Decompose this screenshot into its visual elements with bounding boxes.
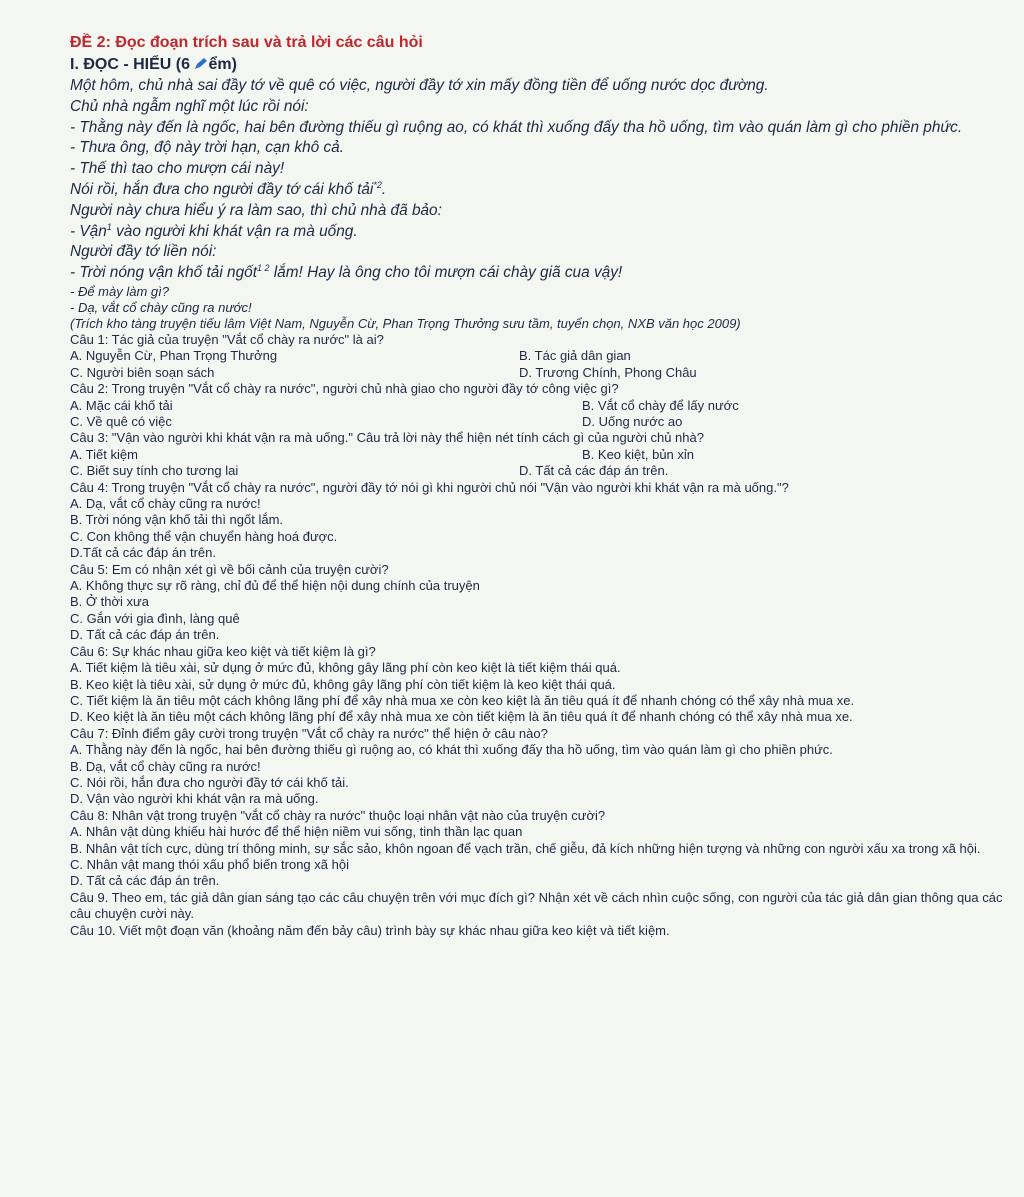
passage-line: Một hôm, chủ nhà sai đầy tớ về quê có việc, người đầy tớ xin mấy đồng tiền để uống nước dọc đường. [70, 77, 769, 94]
option-d: D. Tất cả các đáp án trên. [519, 463, 669, 479]
question-stem: Câu 1: Tác giả của truyện "Vắt cổ chày ra nước" là ai? [70, 331, 384, 347]
passage-line: - Dạ, vắt cổ chày cũng ra nước! [70, 299, 252, 315]
options-row [70, 398, 1010, 414]
passage-text: Nói rồi, hắn đưa cho người đầy tớ cái khố tải [70, 180, 374, 198]
question-4 [70, 480, 1010, 562]
footnote-marker: *2 [373, 179, 382, 190]
options-row [70, 463, 1010, 479]
option-b: B. Vắt cổ chày để lấy nước [582, 397, 739, 413]
option-b: B. Tác giả dân gian [519, 348, 631, 364]
section-heading [70, 54, 1010, 76]
passage-line: - Để mày làm gì? [70, 283, 169, 299]
option-a: A. Nhân vật dùng khiếu hài hước để thể hiện niềm vui sống, tinh thần lạc quan [70, 824, 523, 840]
question-stem: Câu 5: Em có nhận xét gì về bối cảnh của truyện cười? [70, 561, 389, 577]
passage-line: Người này chưa hiểu ý ra làm sao, thì chủ nhà đã bảo: [70, 201, 442, 219]
option-b: B. Dạ, vắt cổ chày cũng ra nước! [70, 758, 261, 774]
section-heading-tail: ểm) [208, 56, 237, 73]
option-d: D. Uống nước ao [582, 414, 683, 429]
question-7 [70, 726, 1010, 808]
option-b: B. Trời nóng vận khố tải thì ngốt lắm. [70, 512, 284, 528]
passage-line: Người đầy tớ liền nói: [70, 243, 217, 261]
passage-text: lắm! Hay là ông cho tôi mượn cái chày giã cua vậy! [269, 264, 623, 282]
options-row [70, 447, 1010, 463]
option-b: B. Ở thời xưa [70, 594, 149, 610]
option-a: A. Tiết kiệm là tiêu xài, sử dụng ở mức đủ, không gây lãng phí còn keo kiệt là tiết kiệm thái quá. [70, 660, 621, 676]
option-d: D. Tất cả các đáp án trên. [70, 627, 220, 643]
passage-text: - Vận [70, 222, 107, 240]
question-9 [70, 890, 1010, 923]
question-2 [70, 381, 1010, 430]
passage-line [70, 222, 1010, 243]
passage-line [70, 263, 1010, 284]
passage-line: - Thằng này đến là ngốc, hai bên đường thiếu gì ruộng ao, có khát thì xuống đấy tha hồ uống, tìm vào quán làm gì cho phiền phức. [70, 118, 963, 136]
passage-source: (Trích kho tàng truyện tiếu lâm Việt Nam, Nguyễn Cừ, Phan Trọng Thưởng sưu tầm, tuyển chọn, NXB văn học 2009) [70, 315, 741, 331]
options-row [70, 365, 1010, 381]
option-c: C. Gắn với gia đình, làng quê [70, 610, 240, 626]
option-a: A. Dạ, vắt cổ chày cũng ra nước! [70, 496, 261, 512]
question-stem: Câu 6: Sự khác nhau giữa keo kiệt và tiết kiệm là gì? [70, 643, 376, 659]
footnote-marker: 1 [106, 221, 112, 232]
options-row [70, 348, 1010, 364]
question-6 [70, 644, 1010, 726]
option-d: D. Tất cả các đáp án trên. [70, 873, 220, 889]
passage-text: . [381, 180, 387, 198]
option-b: B. Nhân vật tích cực, dùng trí thông minh, sự sắc sảo, khôn ngoan để vạch trần, chế giễu, đả kích những hiện tượng và những con người xấu xa trong xã hội. [70, 840, 981, 856]
option-c: C. Biết suy tính cho tương lai [70, 463, 239, 479]
passage-text: vào người khi khát vận ra mà uống. [111, 222, 358, 240]
question-stem: Câu 4: Trong truyện "Vắt cổ chày ra nước", người đầy tớ nói gì khi người chủ nói "Vận vào người khi khát vận ra mà uống."? [70, 479, 789, 495]
reading-passage [70, 76, 1010, 284]
option-a: A. Thằng này đến là ngốc, hai bên đường thiếu gì ruộng ao, có khát thì xuống đấy tha hồ uống, tìm vào quán làm gì cho phiền phức. [70, 742, 833, 758]
section-heading-text: I. ĐỌC - HIỂU (6 [70, 56, 195, 73]
option-d: D. Vận vào người khi khát vận ra mà uống. [70, 791, 319, 807]
question-stem: Câu 3: "Vận vào người khi khát vận ra mà uống." Câu trả lời này thể hiện nét tính cách gì của người chủ nhà? [70, 430, 704, 446]
question-3 [70, 430, 1010, 479]
passage-text: - Trời nóng vận khố tải ngốt [70, 264, 257, 282]
question-stem: Câu 9. Theo em, tác giả dân gian sáng tạo các câu chuyện trên với mục đích gì? Nhận xét về cách nhìn cuộc sống, con người của tác giả dân gian thông qua các câu chuyện cười này. [70, 889, 1003, 922]
passage-line: - Thế thì tao cho mượn cái này! [70, 160, 285, 178]
options-row [70, 414, 1010, 430]
option-a: A. Mặc cái khố tải [70, 397, 173, 413]
option-d: D. Keo kiệt là ăn tiêu một cách không lãng phí để xây nhà mua xe còn tiết kiệm là ăn tiêu quá ít để nhanh chóng có thể xây nhà mua xe. [70, 709, 853, 725]
question-10 [70, 923, 1010, 939]
option-c: C. Tiết kiệm là ăn tiêu một cách không lãng phí để xây nhà mua xe còn keo kiệt là ăn tiêu quá ít để nhanh chóng có thể xây nhà mua xe. [70, 692, 855, 708]
option-c: C. Con không thể vận chuyển hàng hoá được. [70, 528, 338, 544]
option-d: D. Trương Chính, Phong Châu [519, 364, 697, 380]
passage-line [70, 180, 1010, 201]
option-a: A. Nguyễn Cừ, Phan Trọng Thưởng [70, 348, 278, 364]
pencil-icon [194, 57, 208, 70]
question-stem: Câu 8: Nhân vật trong truyện "vắt cổ chày ra nước" thuộc loại nhân vật nào của truyện cười? [70, 807, 606, 823]
option-a: A. Tiết kiệm [70, 446, 138, 462]
question-stem: Câu 7: Đỉnh điểm gây cười trong truyện "Vắt cổ chày ra nước" thể hiện ở câu nào? [70, 725, 548, 741]
passage-line: Chủ nhà ngẫm nghĩ một lúc rồi nói: [70, 97, 309, 115]
option-c: C. Nói rồi, hắn đưa cho người đầy tớ cái khố tải. [70, 774, 349, 790]
footnote-marker: 1 2 [256, 263, 270, 274]
option-b: B. Keo kiệt, bủn xỉn [582, 446, 695, 462]
option-a: A. Không thực sự rõ ràng, chỉ đủ để thể hiện nội dung chính của truyện [70, 578, 480, 594]
option-c: C. Nhân vật mang thói xấu phổ biến trong xã hội [70, 856, 349, 872]
question-8 [70, 808, 1010, 890]
question-5 [70, 562, 1010, 644]
passage-line: - Thưa ông, độ này trời hạn, cạn khô cả. [70, 139, 345, 157]
exam-title: ĐỀ 2: Đọc đoạn trích sau và trả lời các câu hỏi [70, 34, 423, 51]
option-b: B. Keo kiệt là tiêu xài, sử dụng ở mức đủ, không gây lãng phí còn tiết kiệm là keo kiệt thái quá. [70, 676, 616, 692]
question-1 [70, 332, 1010, 381]
option-d: D.Tất cả các đáp án trên. [70, 545, 216, 561]
question-stem: Câu 2: Trong truyện "Vắt cổ chày ra nước", người chủ nhà giao cho người đầy tớ công việc gì? [70, 381, 619, 397]
option-c: C. Về quê có việc [70, 414, 172, 429]
question-stem: Câu 10. Viết một đoạn văn (khoảng năm đến bảy câu) trình bày sự khác nhau giữa keo kiệt và tiết kiệm. [70, 922, 670, 938]
option-c: C. Người biên soạn sách [70, 364, 215, 380]
